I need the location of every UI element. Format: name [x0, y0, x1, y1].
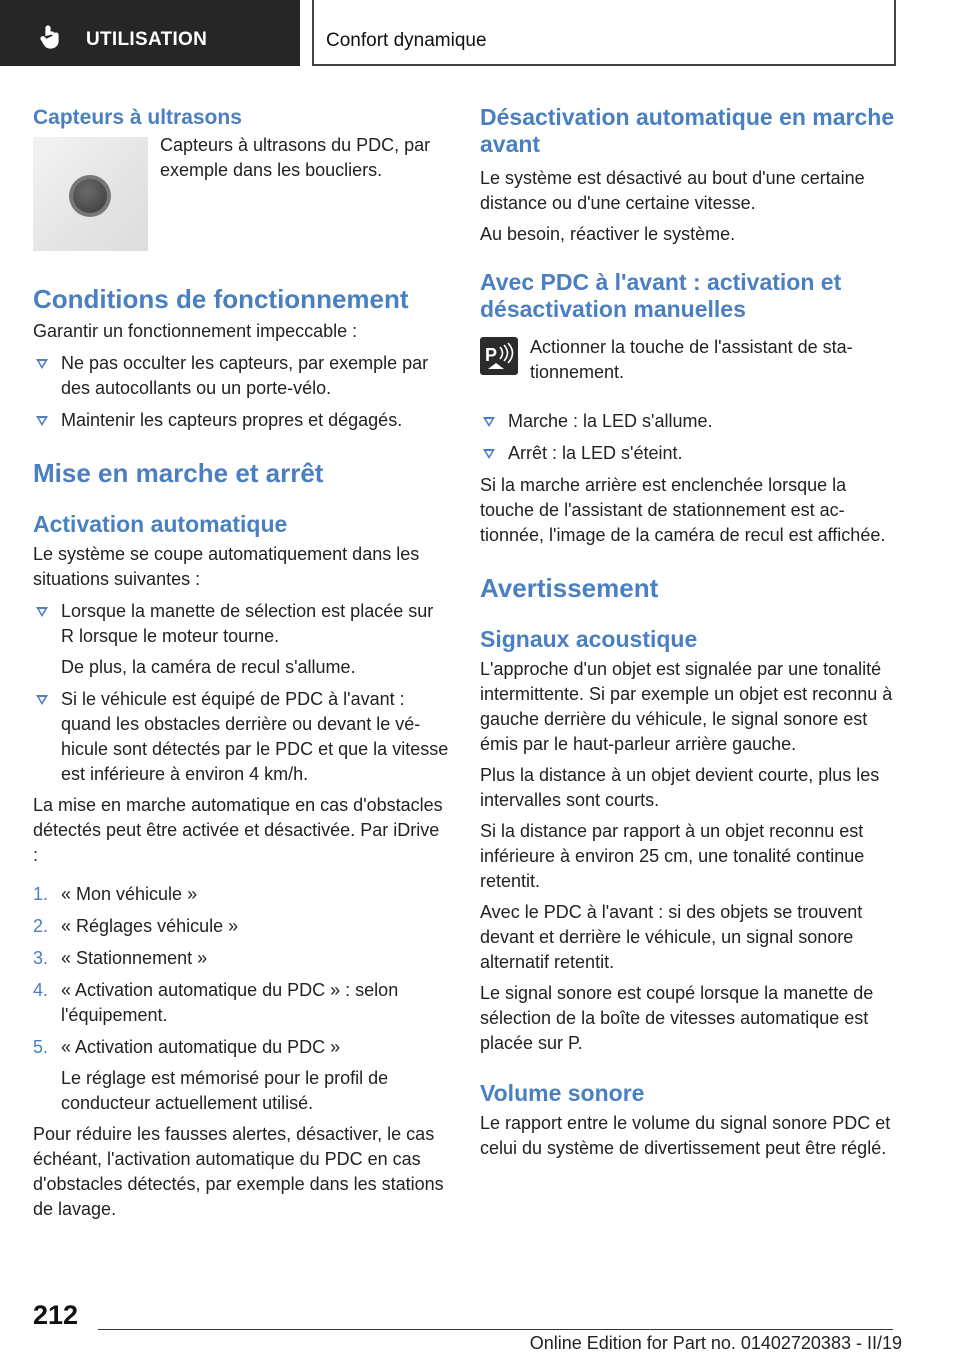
acoustic-text-3: Si la distance par rapport à un objet reconnu est inférieure à environ 25 cm, une tonalité continue retentit. — [480, 821, 865, 891]
footer-divider — [98, 1329, 893, 1330]
step-item: 4. « Activation automatique du PDC » : selon l'équipement. — [33, 980, 399, 1025]
volume-text: Le rapport entre le volume du signal sonore PDC et celui du système de divertissement peut être réglé. — [480, 1113, 891, 1158]
triangle-bullet-icon — [483, 417, 495, 427]
triangle-bullet-icon — [36, 359, 48, 369]
auto-deactivation-reactivate: Au besoin, réactiver le système. — [480, 224, 736, 244]
page-header — [0, 0, 960, 66]
section-tab — [0, 0, 300, 66]
chapter-box — [312, 0, 896, 66]
heading-ultrasonic-sensors: Capteurs à ultrasons — [33, 106, 242, 129]
chapter-label: Confort dynamique — [326, 30, 487, 51]
list-item: Arrêt : la LED s'éteint. — [480, 441, 896, 466]
heading-manual-activation: Avec PDC à l'avant : activation et désactivation manuelles — [480, 269, 842, 322]
left-column — [33, 100, 449, 1222]
heading-warning: Avertissement — [480, 573, 659, 603]
hand-pointer-icon — [38, 24, 64, 50]
parking-assistant-button-icon — [480, 337, 518, 375]
triangle-bullet-icon — [36, 416, 48, 426]
step-item: 3. « Stationnement » — [33, 948, 208, 968]
triangle-bullet-icon — [36, 607, 48, 617]
sensor-image — [33, 137, 148, 251]
heading-auto-activation: Activation automatique — [33, 511, 288, 537]
edition-label: Online Edition for Part no. 01402720383 - II/19 — [529, 1333, 902, 1353]
list-item: Maintenir les capteurs propres et dégagés. — [33, 408, 449, 433]
heading-start-stop: Mise en marche et arrêt — [33, 458, 324, 488]
section-label: UTILISATION — [86, 29, 208, 50]
conditions-intro: Garantir un fonctionnement impeccable : — [33, 321, 358, 341]
page-number: 212 — [33, 1300, 79, 1330]
sensor-figure — [33, 137, 449, 261]
heading-volume: Volume sonore — [480, 1080, 645, 1106]
sensor-disc — [73, 179, 107, 213]
list-item: Ne pas occulter les capteurs, par exemple par des autocollants ou un porte-vélo. — [33, 351, 449, 401]
list-item: Lorsque la manette de sélection est placée sur R lorsque le moteur tourne. — [33, 599, 449, 649]
false-alert-note: Pour réduire les fausses alertes, désactiver, le cas échéant, l'activation automatique du PDC en cas d'obstacles détectés, par exemple dans les stations de lavage. — [33, 1124, 444, 1219]
list-item: Marche : la LED s'allume. — [480, 409, 896, 434]
list-item-note: De plus, la caméra de recul s'allume. — [61, 657, 356, 677]
triangle-bullet-icon — [483, 449, 495, 459]
step-item: 1. « Mon véhicule » — [33, 884, 198, 904]
list-item: Si le véhicule est équipé de PDC à l'avant : quand les obstacles derrière ou devant le véhicule sont détectés par le PDC et que la vitesse est inférieure à environ 4 km/h. — [33, 687, 449, 787]
step-item: 2. « Réglages véhicule » — [33, 916, 239, 936]
acoustic-text-2: Plus la distance à un objet devient courte, plus les intervalles sont courts. — [480, 765, 880, 810]
parking-button-figure — [480, 337, 896, 409]
heading-acoustic-signals: Signaux acoustique — [480, 626, 698, 652]
parking-button-caption: Actionner la touche de l'assistant de stationnement. — [530, 337, 853, 382]
step-note: Le réglage est mémorisé pour le profil de conducteur actuellement utilisé. — [61, 1068, 389, 1113]
acoustic-text-1: L'approche d'un objet est signalée par une tonalité intermittente. Si par exemple un objet est reconnu à gauche derrière du véhicule, le signal sonore est émis par le haut-parleur arrière gauche. — [480, 659, 893, 754]
acoustic-text-5: Le signal sonore est coupé lorsque la manette de sélection de la boîte de vitesses automatique est placée sur P. — [480, 983, 874, 1053]
svg-text:P: P — [485, 345, 498, 365]
reverse-gear-note: Si la marche arrière est enclenchée lorsque la touche de l'assistant de stationnement est actionnée, l'image de la caméra de recul est affichée. — [480, 475, 886, 545]
auto-activation-idrive: La mise en marche automatique en cas d'obstacles détectés peut être activée et désactivée. Par iDrive : — [33, 795, 443, 865]
heading-operating-conditions: Conditions de fonctionnement — [33, 284, 409, 314]
sensor-caption: Capteurs à ultrasons du PDC, par exemple dans les boucliers. — [160, 135, 431, 180]
triangle-bullet-icon — [36, 695, 48, 705]
heading-auto-deactivation: Désactivation automatique en marche avant — [480, 104, 895, 157]
right-column — [480, 100, 896, 1161]
step-item: 5. « Activation automatique du PDC » — [33, 1037, 341, 1057]
auto-activation-intro: Le système se coupe automatiquement dans les situations suivantes : — [33, 544, 420, 589]
auto-deactivation-text: Le système est désactivé au bout d'une certaine distance ou d'une certaine vitesse. — [480, 168, 865, 213]
acoustic-text-4: Avec le PDC à l'avant : si des objets se trouvent devant et derrière le véhicule, un signal sonore alternatif retentit. — [480, 902, 863, 972]
